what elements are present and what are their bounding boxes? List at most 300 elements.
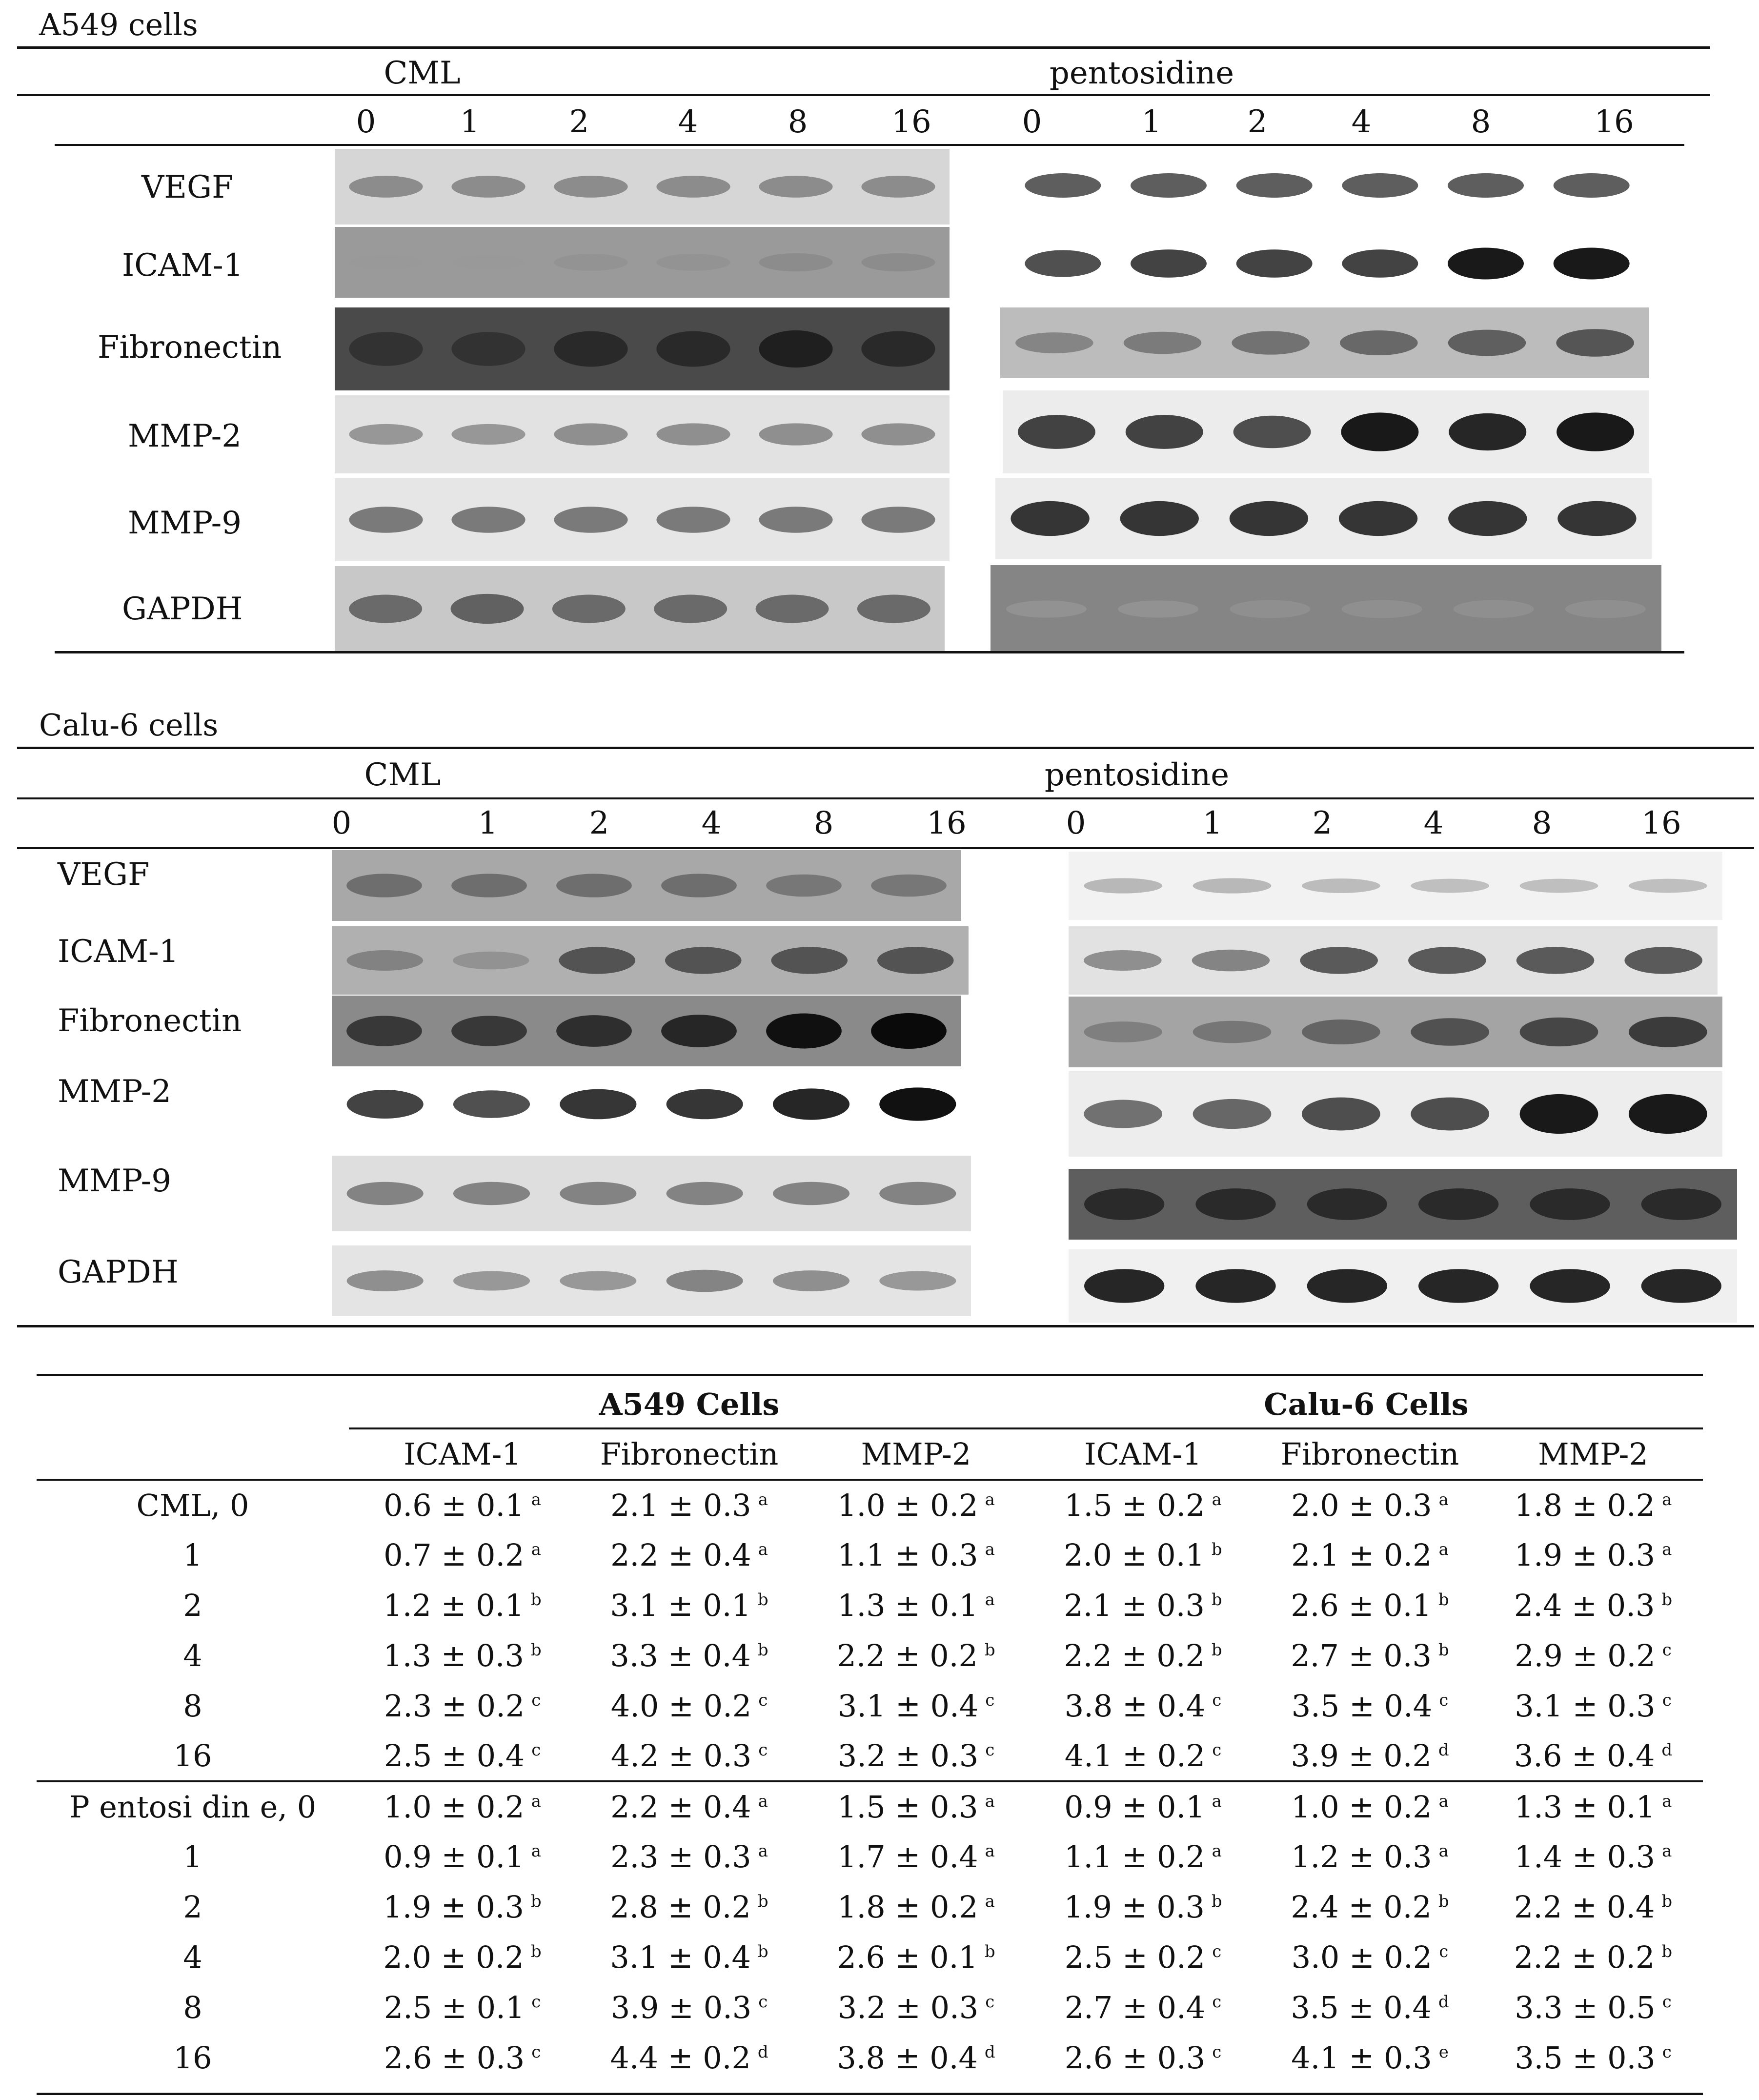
blot-band [554, 254, 627, 271]
panel-b-label-gapdh: GAPDH [58, 1254, 179, 1290]
cell-significance-letter: b [1438, 1590, 1449, 1610]
table-cell [1030, 1932, 1256, 1982]
blot-band [1302, 1098, 1380, 1131]
cell-significance-letter: d [1661, 1740, 1673, 1760]
cell-significance-letter: b [530, 1640, 542, 1660]
table-cell [1030, 1580, 1256, 1631]
panel-a-cml-lane-1: 1 [460, 104, 480, 140]
blot-band [1449, 413, 1526, 450]
blot-image [1010, 156, 1644, 215]
blot-band [1236, 173, 1313, 198]
cell-significance-letter: b [1661, 1590, 1673, 1610]
blot-band [766, 875, 842, 897]
blot-band [667, 1182, 743, 1205]
panel-b-pen-lane-8: 8 [1532, 805, 1552, 841]
blot-band [1411, 879, 1489, 893]
blot-background [332, 996, 961, 1066]
cell-value: 4.0 ± 0.2 [610, 1688, 752, 1724]
blot-background [332, 1156, 971, 1231]
cell-significance-letter: c [1662, 1992, 1672, 2012]
cell-significance-letter: c [1662, 2042, 1672, 2062]
blot-band [1448, 173, 1524, 198]
cell-significance-letter: b [1661, 1892, 1673, 1912]
table-row-header-blank [37, 1428, 349, 1480]
panel-b-label-icam1: ICAM-1 [58, 934, 179, 970]
blot-image [332, 1071, 971, 1137]
row-label: 8 [183, 1688, 202, 1724]
table-group-calu6: Calu-6 Cells [1030, 1381, 1703, 1428]
panel-a-cml-blot-mmp9 [335, 478, 950, 561]
blot-band [1340, 330, 1418, 355]
panel-a-label-vegf: VEGF [142, 169, 234, 205]
blot-band [451, 874, 527, 897]
blot-band [656, 176, 730, 198]
table-cell [1030, 1832, 1256, 1882]
table-cell [349, 1681, 576, 1731]
blot-band [1629, 1017, 1707, 1047]
cell-significance-letter: a [531, 1792, 541, 1812]
table-cell [803, 1982, 1030, 2033]
blot-background [332, 1071, 971, 1137]
cell-value: 3.8 ± 0.4 [837, 2040, 978, 2076]
blot-band [1556, 329, 1634, 357]
blot-band [552, 595, 626, 623]
table-cell [1256, 1882, 1483, 1932]
cell-value: 3.1 ± 0.3 [1515, 1688, 1656, 1724]
blot-image [332, 996, 961, 1066]
cell-significance-letter: b [757, 1590, 768, 1610]
blot-background [335, 395, 950, 473]
panel-b-group-pentosidine: pentosidine [1044, 757, 1230, 793]
panel-a-cml-lane-4: 4 [678, 104, 698, 140]
cell-significance-letter: c [758, 1740, 768, 1760]
blot-band [1341, 412, 1418, 451]
table-cell [1256, 1932, 1483, 1982]
cell-significance-letter: a [1438, 1841, 1449, 1861]
blot-band [877, 947, 954, 974]
table-cell [803, 1731, 1030, 1781]
blot-band [871, 875, 947, 897]
table-cell [1483, 1681, 1703, 1731]
blot-image [1069, 1071, 1722, 1157]
blot-band [346, 950, 423, 971]
blot-background [995, 478, 1652, 559]
blot-band [773, 1270, 849, 1291]
blot-band [1120, 501, 1199, 536]
panel-a-pen-lane-16: 16 [1594, 104, 1634, 140]
panel-b-group-cml: CML [364, 757, 441, 793]
cell-significance-letter: c [1212, 1942, 1222, 1962]
cell-value: 3.1 ± 0.4 [837, 1688, 979, 1724]
panel-a-top-rule [17, 46, 1710, 49]
panel-b-cml-lane-1: 1 [478, 805, 498, 841]
blot-background [1010, 156, 1644, 215]
panel-a-cml-lane-16: 16 [891, 104, 931, 140]
blot-band [1084, 1188, 1164, 1220]
cell-value: 1.1 ± 0.3 [837, 1537, 978, 1573]
cell-value: 2.9 ± 0.2 [1515, 1638, 1656, 1673]
table-row [37, 1882, 1703, 1932]
panel-a-pen-blot-vegf [1010, 156, 1644, 215]
cell-value: 3.2 ± 0.3 [837, 1738, 979, 1774]
cell-significance-letter: c [531, 1992, 541, 2012]
blot-image [335, 227, 950, 298]
panel-b-top-rule [17, 747, 1754, 749]
blot-band [556, 874, 632, 897]
blot-background [335, 149, 950, 224]
cell-significance-letter: c [1439, 1942, 1449, 1962]
panel-a-label-fibronectin: Fibronectin [98, 329, 282, 366]
blot-image [335, 307, 950, 390]
cell-value: 2.7 ± 0.3 [1291, 1638, 1432, 1673]
cell-significance-letter: c [985, 1992, 995, 2012]
panel-b-cml-blot-fibronectin [332, 996, 961, 1066]
table-cell [1030, 1781, 1256, 1832]
blot-band [1015, 332, 1093, 353]
blot-band [1230, 600, 1310, 618]
panel-a-title: A549 cells [39, 7, 198, 42]
panel-a-label-mmp9: MMP-9 [128, 505, 242, 541]
cell-significance-letter: b [530, 1892, 542, 1912]
table-cell [1030, 1982, 1256, 2033]
blot-background [991, 565, 1661, 653]
blot-image [335, 395, 950, 473]
table-row [37, 1480, 1703, 1530]
cell-value: 2.2 ± 0.4 [610, 1537, 751, 1573]
table-cell [803, 1781, 1030, 1832]
table-row [37, 1681, 1703, 1731]
blot-image [1003, 390, 1649, 473]
panel-a-cml-lane-2: 2 [569, 104, 589, 140]
table-cell [1256, 1580, 1483, 1631]
cell-value: 2.1 ± 0.3 [610, 1488, 751, 1523]
panel-b-pen-lane-0: 0 [1066, 805, 1086, 841]
cell-value: 2.2 ± 0.2 [1064, 1638, 1205, 1673]
blot-band [1554, 248, 1630, 280]
table-cell [1483, 1982, 1703, 2033]
blot-band [1126, 415, 1203, 449]
cell-value: 3.3 ± 0.5 [1515, 1990, 1656, 2025]
cell-significance-letter: a [1662, 1792, 1672, 1812]
table-cell [1483, 1832, 1703, 1882]
blot-band [1006, 600, 1087, 617]
panel-b-label-mmp9: MMP-9 [58, 1163, 171, 1199]
blot-band [451, 507, 525, 533]
blot-band [1342, 249, 1418, 278]
cell-value: 2.0 ± 0.1 [1064, 1537, 1205, 1573]
cell-significance-letter: b [1438, 1892, 1449, 1912]
cell-significance-letter: b [1211, 1640, 1222, 1660]
row-label: 16 [37, 1731, 349, 1781]
table-cell [349, 1530, 576, 1580]
cell-significance-letter: b [530, 1590, 542, 1610]
table-col-a549-fibronectin: Fibronectin [576, 1428, 803, 1480]
blot-band [451, 424, 525, 445]
blot-band [1520, 1094, 1598, 1134]
blot-band [1025, 250, 1101, 277]
table-cell [349, 1882, 576, 1932]
panel-a-pen-lane-0: 0 [1022, 104, 1042, 140]
table-cell [803, 1832, 1030, 1882]
cell-value: 2.1 ± 0.2 [1291, 1537, 1432, 1573]
table-cell [576, 1631, 803, 1681]
blot-band [560, 1182, 636, 1205]
panel-b-lane-rule [17, 847, 1754, 849]
blot-band [1195, 1269, 1275, 1303]
panel-b-title: Calu-6 cells [39, 707, 219, 743]
blot-band [451, 332, 525, 366]
cell-value: 1.9 ± 0.3 [1064, 1889, 1205, 1925]
cell-value: 2.6 ± 0.1 [837, 1939, 978, 1975]
panel-a-pen-lane-2: 2 [1247, 104, 1268, 140]
table-cell [349, 1932, 576, 1982]
cell-value: 1.4 ± 0.3 [1514, 1839, 1656, 1875]
row-label: 2 [183, 1889, 202, 1925]
blot-image [332, 850, 961, 921]
table-cell [803, 1932, 1030, 1982]
table-cell [803, 1631, 1030, 1681]
cell-significance-letter: c [758, 1691, 768, 1711]
blot-background [332, 850, 961, 921]
cell-value: 4.4 ± 0.2 [610, 2040, 751, 2076]
blot-background [1069, 1249, 1737, 1323]
cell-value: 1.1 ± 0.2 [1064, 1839, 1205, 1875]
table-cell [1256, 2033, 1483, 2083]
blot-background [1069, 1169, 1737, 1240]
blot-band [1520, 1018, 1598, 1046]
blot-image [335, 566, 945, 652]
table-cell [1256, 1530, 1483, 1580]
table-row [37, 1580, 1703, 1631]
blot-band [1418, 1269, 1498, 1303]
blot-band [773, 1088, 849, 1120]
blot-band [871, 1013, 947, 1049]
blot-band [759, 253, 832, 271]
table-col-calu6-icam1: ICAM-1 [1030, 1428, 1256, 1480]
table-row [37, 1731, 1703, 1781]
cell-value: 2.7 ± 0.4 [1064, 1990, 1206, 2025]
table-row [37, 1631, 1703, 1681]
blot-band [554, 423, 627, 445]
table-body [37, 1480, 1703, 2083]
cell-significance-letter: a [1212, 1792, 1222, 1812]
blot-band [453, 1090, 530, 1118]
cell-significance-letter: a [985, 1490, 995, 1510]
blot-image [991, 565, 1661, 653]
panel-a-pen-blot-icam1 [1010, 232, 1644, 295]
table-col-calu6-fibronectin: Fibronectin [1256, 1428, 1483, 1480]
cell-significance-letter: a [985, 1792, 995, 1812]
blot-band [1232, 331, 1310, 354]
cell-significance-letter: a [531, 1540, 541, 1560]
blot-image [1069, 1169, 1737, 1240]
table-cell [1030, 2033, 1256, 2083]
panel-a-cml-blot-gapdh [335, 566, 945, 652]
panel-b-pen-blot-gapdh [1069, 1249, 1737, 1323]
table-cell [1256, 1480, 1483, 1530]
blot-band [861, 423, 935, 445]
panel-b-label-mmp2: MMP-2 [58, 1074, 171, 1110]
blot-band [453, 952, 529, 970]
blot-band [1454, 600, 1534, 618]
blot-background [335, 307, 950, 390]
blot-band [346, 874, 422, 897]
panel-b-cml-blot-mmp2 [332, 1071, 971, 1137]
blot-band [771, 947, 848, 974]
panel-a-cml-lane-8: 8 [788, 104, 808, 140]
blot-background [1000, 307, 1649, 378]
cell-value: 2.8 ± 0.2 [610, 1889, 751, 1925]
panel-a-cml-blot-mmp2 [335, 395, 950, 473]
cell-value: 2.5 ± 0.1 [384, 1990, 525, 2025]
cell-significance-letter: b [1438, 1640, 1449, 1660]
cell-significance-letter: b [1211, 1540, 1222, 1560]
cell-significance-letter: a [758, 1540, 768, 1560]
blot-band [1118, 600, 1198, 617]
cell-significance-letter: a [531, 1841, 541, 1861]
panel-a-cml-blot-vegf [335, 149, 950, 224]
table-cell [349, 1480, 576, 1530]
blot-background [335, 478, 950, 561]
panel-a-cml-blot-icam1 [335, 227, 950, 298]
table-cell [803, 1480, 1030, 1530]
cell-value: 3.3 ± 0.4 [610, 1638, 751, 1673]
blot-band [667, 1270, 743, 1292]
blot-band [451, 594, 524, 624]
panel-a-group-cml: CML [384, 55, 461, 91]
blot-band [1236, 249, 1313, 278]
blot-band [656, 423, 730, 445]
table-row [37, 1781, 1703, 1832]
table-cell [1030, 1882, 1256, 1932]
cell-significance-letter: b [984, 1942, 995, 1962]
table-cell [576, 1681, 803, 1731]
panel-b-label-fibronectin: Fibronectin [58, 1003, 242, 1039]
cell-value: 1.9 ± 0.3 [383, 1889, 524, 1925]
blot-background [1069, 1071, 1722, 1157]
cell-significance-letter: b [1661, 1942, 1673, 1962]
blot-band [1193, 878, 1272, 893]
cell-significance-letter: a [985, 1590, 995, 1610]
cell-significance-letter: c [1212, 2042, 1222, 2062]
cell-significance-letter: c [1662, 1640, 1672, 1660]
cell-significance-letter: c [1212, 1992, 1222, 2012]
blot-band [656, 507, 730, 533]
blot-band [1084, 1021, 1162, 1042]
blot-band [1193, 1099, 1272, 1129]
blot-band [1411, 1018, 1489, 1046]
table-cell [1483, 1882, 1703, 1932]
table-cell [576, 1832, 803, 1882]
cell-significance-letter: c [985, 1740, 995, 1760]
panel-a-pen-lane-8: 8 [1471, 104, 1491, 140]
blot-background [332, 926, 969, 995]
cell-value: 2.2 ± 0.2 [837, 1638, 978, 1673]
blot-band [1131, 173, 1207, 198]
panel-b-pen-lane-4: 4 [1423, 805, 1444, 841]
blot-band [766, 1014, 842, 1049]
table-col-calu6-mmp2: MMP-2 [1483, 1428, 1703, 1480]
cell-significance-letter: a [758, 1490, 768, 1510]
table-cell [1030, 1681, 1256, 1731]
cell-value: 3.6 ± 0.4 [1514, 1738, 1655, 1774]
cell-significance-letter: a [985, 1892, 995, 1912]
cell-significance-letter: a [1212, 1841, 1222, 1861]
cell-value: 2.4 ± 0.2 [1291, 1889, 1432, 1925]
cell-value: 3.5 ± 0.3 [1515, 2040, 1656, 2076]
table-cell [1483, 2033, 1703, 2083]
table-row [37, 1932, 1703, 1982]
cell-significance-letter: d [1438, 1740, 1449, 1760]
cell-significance-letter: a [1212, 1490, 1222, 1510]
cell-value: 1.5 ± 0.3 [837, 1789, 978, 1825]
cell-significance-letter: b [757, 1640, 768, 1660]
blot-band [1629, 1094, 1707, 1134]
table-cell [349, 1982, 576, 2033]
table-cell [349, 1781, 576, 1832]
table-cell [1256, 1681, 1483, 1731]
cell-significance-letter: c [985, 1691, 995, 1711]
table-cell [1030, 1631, 1256, 1681]
blot-band [1516, 947, 1595, 974]
cell-significance-letter: a [1438, 1792, 1449, 1812]
blot-band [1124, 332, 1202, 354]
panel-b-pen-blot-icam1 [1069, 926, 1718, 995]
panel-a-label-icam1: ICAM-1 [122, 247, 243, 284]
table-cell [1030, 1731, 1256, 1781]
blot-band [1302, 878, 1380, 893]
table-row [37, 1832, 1703, 1882]
blot-band [756, 595, 829, 623]
panel-a-group-pentosidine: pentosidine [1049, 55, 1234, 91]
table-row [37, 1982, 1703, 2033]
cell-value: 0.9 ± 0.1 [384, 1839, 525, 1875]
blot-band [1530, 1269, 1610, 1303]
table-cell [1483, 1631, 1703, 1681]
blot-band [1342, 600, 1422, 618]
blot-background [1003, 390, 1649, 473]
cell-significance-letter: a [985, 1841, 995, 1861]
panel-b-pen-lane-2: 2 [1312, 805, 1333, 841]
blot-band [759, 423, 832, 445]
panel-b-pen-blot-mmp2 [1069, 1071, 1722, 1157]
cell-value: 3.1 ± 0.1 [610, 1588, 751, 1623]
table-cell [576, 1731, 803, 1781]
cell-value: 4.1 ± 0.2 [1064, 1738, 1206, 1774]
blot-band [861, 176, 935, 198]
panel-a-group-rule [17, 94, 1710, 96]
cell-value: 2.0 ± 0.2 [383, 1939, 524, 1975]
panel-a-label-mmp2: MMP-2 [128, 418, 242, 454]
panel-a-cml-lane-0: 0 [356, 104, 376, 140]
table-cell [1483, 1932, 1703, 1982]
cell-significance-letter: e [1438, 2042, 1449, 2062]
cell-value: 1.0 ± 0.2 [837, 1488, 978, 1523]
cell-significance-letter: c [1439, 1691, 1449, 1711]
blot-band [453, 1182, 530, 1205]
blot-band [1408, 947, 1486, 974]
panel-b-cml-lane-0: 0 [331, 805, 352, 841]
blot-band [349, 507, 423, 533]
cell-value: 2.2 ± 0.4 [1514, 1889, 1655, 1925]
blot-band [1233, 416, 1311, 448]
cell-value: 1.3 ± 0.1 [837, 1588, 978, 1623]
blot-band [554, 507, 627, 533]
cell-value: 0.6 ± 0.1 [384, 1488, 525, 1523]
cell-significance-letter: a [531, 1490, 541, 1510]
blot-band [1193, 1021, 1272, 1043]
table-cell [576, 1580, 803, 1631]
